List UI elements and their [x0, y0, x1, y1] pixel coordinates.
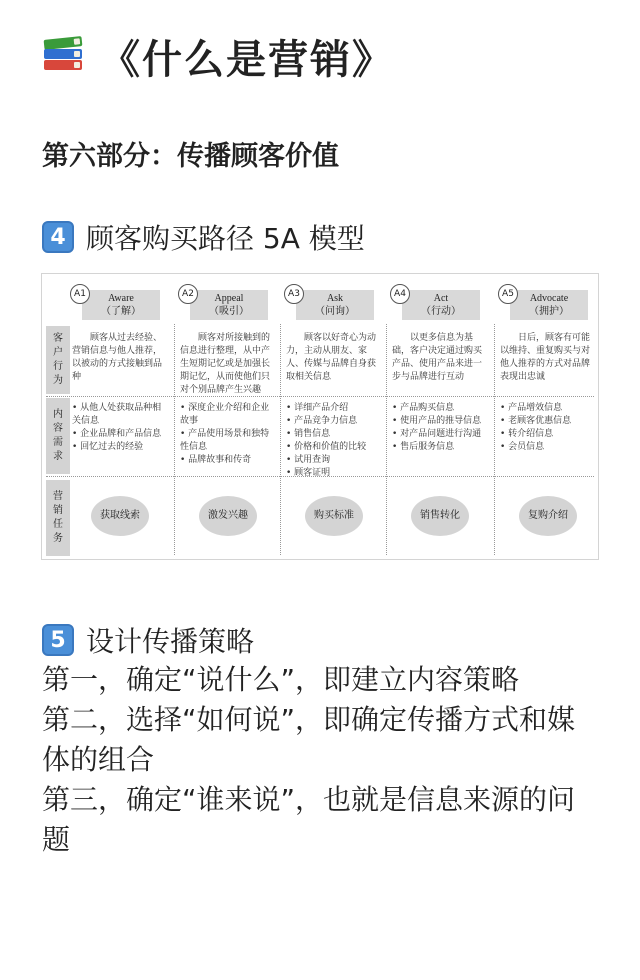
need-item: • 使用产品的推导信息: [392, 415, 490, 428]
stage-behavior: 顾客对所接触到的信息进行整理，从中产生短期记忆或是加强长期记忆，从而使他们只对个别品牌产生兴趣: [180, 333, 271, 395]
need-item: • 销售信息: [286, 428, 384, 441]
stage-name: Advocate （拥护）: [510, 290, 588, 320]
need-item: • 会员信息: [500, 441, 598, 454]
need-item: • 对产品问题进行沟通: [392, 428, 490, 441]
part5-title: 设计传播策略: [86, 625, 255, 658]
5a-model-diagram: [41, 273, 599, 560]
row-label-1: 客 户 行 为: [46, 326, 70, 394]
books-icon: [42, 34, 86, 78]
stage-code: A4: [390, 284, 410, 304]
stage-name: Appeal （吸引）: [190, 290, 268, 320]
marketing-task: 复购 介绍: [519, 496, 577, 536]
need-item: • 转介绍信息: [500, 428, 598, 441]
need-item: • 产品购买信息: [392, 402, 490, 415]
need-item: • 品牌故事和传奇: [180, 454, 278, 467]
strategy-line-3: 第三，确定“谁来说”，也就是信息来源的问题: [42, 783, 576, 856]
marketing-task: 激发 兴趣: [199, 496, 257, 536]
stage-needs: [180, 402, 278, 467]
stage-header-a2: [178, 284, 278, 316]
stage-header-a3: [284, 284, 384, 316]
stage-code: A1: [70, 284, 90, 304]
number-5-badge: 5: [42, 624, 74, 656]
stage-behavior: 以更多信息为基础，客户决定通过购买产品、使用产品来进一步与品牌进行互动: [392, 333, 483, 382]
stage-code: A3: [284, 284, 304, 304]
stage-behavior: 顾客从过去经验、营销信息与他人推荐，以被动的方式接触到品种: [72, 333, 163, 382]
part4-title: 顾客购买路径 5A 模型: [86, 222, 365, 255]
need-item: • 从他人处获取品种相关信息: [72, 402, 170, 428]
row-label-3: 营 销 任 务: [46, 480, 70, 556]
stage-behavior: 顾客以好奇心为动力，主动从朋友、家人、传媒与品牌自身获取相关信息: [286, 333, 377, 382]
stage-name: Act （行动）: [402, 290, 480, 320]
stage-needs: [392, 402, 490, 454]
page-title: 《什么是营销》: [100, 36, 394, 83]
need-item: • 详细产品介绍: [286, 402, 384, 415]
need-item: • 售后服务信息: [392, 441, 490, 454]
part5-heading: [42, 620, 254, 660]
row-label-2: 内 容 需 求: [46, 398, 70, 474]
stage-header-a5: [498, 284, 598, 316]
need-item: • 试用查询: [286, 454, 384, 467]
stage-header-a1: [70, 284, 170, 316]
need-item: • 产品竞争力信息: [286, 415, 384, 428]
section-title: 第六部分：传播顾客价值: [42, 141, 339, 172]
header: [42, 28, 394, 84]
column-divider: [386, 324, 387, 555]
marketing-task: 销售 转化: [411, 496, 469, 536]
column-divider: [494, 324, 495, 555]
need-item: • 老顾客优惠信息: [500, 415, 598, 428]
need-item: • 产品使用场景和独特性信息: [180, 428, 278, 454]
need-item: • 回忆过去的经验: [72, 441, 170, 454]
stage-code: A2: [178, 284, 198, 304]
column-divider: [174, 324, 175, 555]
need-item: • 产品增效信息: [500, 402, 598, 415]
stage-header-a4: [390, 284, 490, 316]
part4-heading: [42, 217, 365, 257]
marketing-task: 购买 标准: [305, 496, 363, 536]
stage-name: Aware （了解）: [82, 290, 160, 320]
stage-code: A5: [498, 284, 518, 304]
stage-behavior: 日后，顾客有可能以维持、重复购买与对他人推荐的方式对品牌表现出忠诚: [500, 333, 591, 382]
row-divider: [46, 396, 594, 397]
strategy-line-2: 第二，选择“如何说”，即确定传播方式和媒体的组合: [42, 703, 576, 776]
stage-needs: [500, 402, 598, 454]
strategy-line-1: 第一，确定“说什么”，即建立内容策略: [42, 663, 520, 696]
stage-name: Ask （问询）: [296, 290, 374, 320]
strategy-list: [42, 660, 602, 860]
need-item: • 价格和价值的比较: [286, 441, 384, 454]
stage-needs: [286, 402, 384, 480]
stage-needs: [72, 402, 170, 454]
need-item: • 顾客证明: [286, 467, 384, 480]
need-item: • 深度企业介绍和企业故事: [180, 402, 278, 428]
number-4-badge: 4: [42, 221, 74, 253]
column-divider: [280, 324, 281, 555]
need-item: • 企业品牌和产品信息: [72, 428, 170, 441]
marketing-task: 获取 线索: [91, 496, 149, 536]
